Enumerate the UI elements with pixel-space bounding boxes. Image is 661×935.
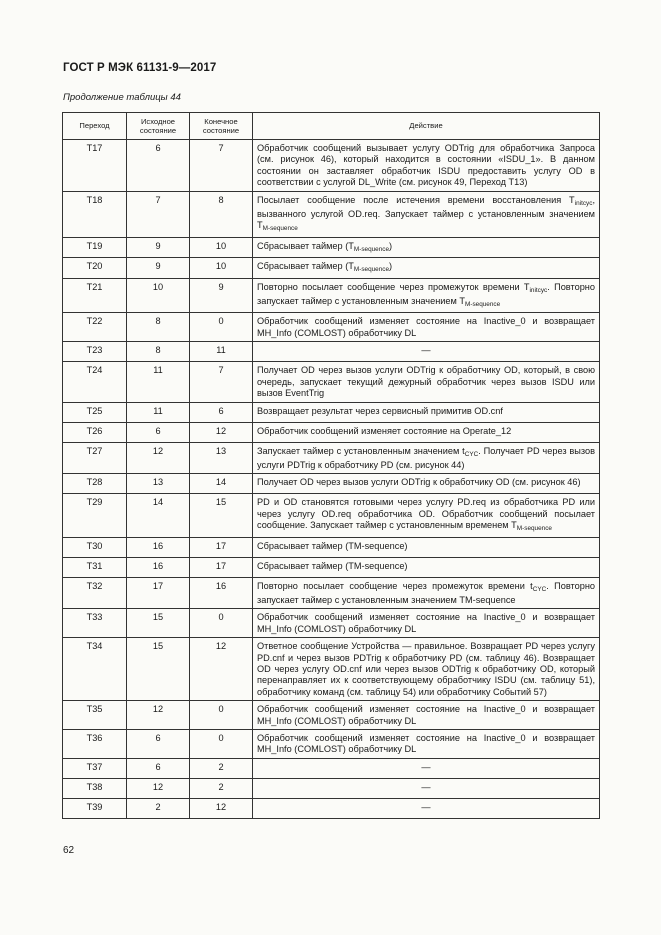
action-text: Сбрасывает таймер (T (257, 261, 354, 272)
source-state-cell: 6 (127, 140, 190, 192)
action-cell (253, 258, 600, 278)
source-state-cell: 14 (127, 494, 190, 537)
action-cell (253, 237, 600, 257)
action-text: ) (389, 261, 393, 272)
column-header-target-state: Конечное состояние (190, 113, 253, 140)
action-cell: Ответное сообщение Устройства — правильное. Возвращает PD через услугу PD.cnf и через вызов PDTrig к обработчику PD (см. таблицу 46). Возвращает OD через услугу OD.cnf или через вызов ODTrig к обработчику OD, который перенаправляет их к соответствующему обработчику ISDU (см. таблицу 51), обработчику команд (см. таблицу 54) или обработчику Событий 57) (253, 638, 600, 701)
source-state-cell: 6 (127, 730, 190, 759)
action-text: Посылает сообщение после истечения времени восстановления T (257, 194, 575, 205)
transition-cell: T29 (63, 494, 127, 537)
transition-cell: T30 (63, 537, 127, 557)
action-cell: Получает OD через вызов услуги ODTrig к обработчику OD, который, в свою очередь, запускает текущий дежурный обработчик через вызов ISDU или вызов EventTrig (253, 362, 600, 402)
target-state-cell: 0 (190, 730, 253, 759)
table-row (63, 362, 600, 402)
column-header-action: Действие (253, 113, 600, 140)
table-row (63, 422, 600, 442)
transition-cell: T39 (63, 798, 127, 818)
action-cell: Получает OD через вызов услуги ODTrig к обработчику OD (см. рисунок 46) (253, 474, 600, 494)
source-state-cell: 15 (127, 609, 190, 638)
target-state-cell: 8 (190, 191, 253, 237)
target-state-cell: 2 (190, 778, 253, 798)
target-state-cell: 9 (190, 278, 253, 313)
column-header-transition: Переход (63, 113, 127, 140)
source-state-cell: 13 (127, 474, 190, 494)
transition-cell: T18 (63, 191, 127, 237)
transition-cell: T36 (63, 730, 127, 759)
table-row (63, 758, 600, 778)
source-state-cell: 10 (127, 278, 190, 313)
target-state-cell: 11 (190, 342, 253, 362)
subscript-text: M-sequence (262, 225, 298, 233)
target-state-cell: 17 (190, 557, 253, 577)
action-text: . Повторно запускает таймер с установленным значением TM-sequence (257, 580, 595, 605)
action-cell: Обработчик сообщений изменяет состояние на Inactive_0 и возвращает MH_Info (COMLOST) обработчику DL (253, 609, 600, 638)
action-cell (253, 577, 600, 609)
target-state-cell: 7 (190, 362, 253, 402)
target-state-cell: 10 (190, 237, 253, 257)
action-cell (253, 191, 600, 237)
document-header: ГОСТ Р МЭК 61131-9—2017 (63, 62, 217, 74)
action-text: Сбрасывает таймер (T (257, 240, 354, 251)
action-text: Запускает таймер с установленным значением t (257, 445, 465, 456)
table-row (63, 402, 600, 422)
table-row (63, 701, 600, 730)
subscript-text: initcyc (574, 199, 593, 207)
transition-cell: T34 (63, 638, 127, 701)
page-number: 62 (63, 845, 75, 856)
table-row (63, 638, 600, 701)
action-cell: — (253, 758, 600, 778)
source-state-cell: 8 (127, 342, 190, 362)
source-state-cell: 16 (127, 557, 190, 577)
source-state-cell: 12 (127, 442, 190, 474)
table-row (63, 494, 600, 537)
table-row (63, 258, 600, 278)
source-state-cell: 12 (127, 778, 190, 798)
transition-cell: T27 (63, 442, 127, 474)
action-text: PD и OD становятся готовыми через услугу PD.req из обработчика PD или через услугу OD.req обработчика OD. Обработчик сообщений посылает сообщение. Запускает таймер с установленным временем T (257, 497, 595, 531)
transition-cell: T26 (63, 422, 127, 442)
action-cell: Обработчик сообщений вызывает услугу ODTrig для обработчика Запроса (см. рисунок 46), который находится в состоянии «ISDU_1». В данном состоянии он заставляет обработчик ISDU предоставить услугу OD в соответствии с услугой DL_Write (см. рисунок 49, Переход T13) (253, 140, 600, 192)
action-cell: Обработчик сообщений изменяет состояние на Inactive_0 и возвращает MH_Info (COMLOST) обработчику DL (253, 730, 600, 759)
source-state-cell: 16 (127, 537, 190, 557)
action-cell: — (253, 342, 600, 362)
transition-cell: T23 (63, 342, 127, 362)
source-state-cell: 9 (127, 237, 190, 257)
target-state-cell: 6 (190, 402, 253, 422)
transition-cell: T35 (63, 701, 127, 730)
target-state-cell: 0 (190, 313, 253, 342)
target-state-cell: 12 (190, 422, 253, 442)
action-cell (253, 494, 600, 537)
transition-cell: T25 (63, 402, 127, 422)
target-state-cell: 0 (190, 609, 253, 638)
column-header-source-state: Исходное состояние (127, 113, 190, 140)
table-row (63, 442, 600, 474)
action-text: Повторно посылает сообщение через промежуток времени t (257, 580, 533, 591)
target-state-cell: 0 (190, 701, 253, 730)
transition-cell: T24 (63, 362, 127, 402)
action-cell: Обработчик сообщений изменяет состояние на Inactive_0 и возвращает MH_Info (COMLOST) обработчику DL (253, 701, 600, 730)
table-row (63, 140, 600, 192)
target-state-cell: 17 (190, 537, 253, 557)
transition-cell: T22 (63, 313, 127, 342)
subscript-text: M-sequence (353, 245, 390, 253)
action-cell: Возвращает результат через сервисный примитив OD.cnf (253, 402, 600, 422)
transition-cell: T28 (63, 474, 127, 494)
action-text: . Получает PD через вызов услуги PDTrig к обработчику PD (см. рисунок 44) (257, 445, 595, 470)
transitions-table (62, 112, 600, 819)
table-row (63, 730, 600, 759)
action-text: . Повторно запускает таймер с установленным значением T (257, 281, 595, 307)
source-state-cell: 15 (127, 638, 190, 701)
transition-cell: T32 (63, 577, 127, 609)
table-header-row (63, 113, 600, 140)
table-row (63, 577, 600, 609)
source-state-cell: 7 (127, 191, 190, 237)
source-state-cell: 2 (127, 798, 190, 818)
subscript-text: CYC (532, 585, 547, 593)
subscript-text: M-sequence (465, 301, 501, 309)
target-state-cell: 14 (190, 474, 253, 494)
target-state-cell: 2 (190, 758, 253, 778)
table-row (63, 557, 600, 577)
table-row (63, 278, 600, 313)
table-row (63, 237, 600, 257)
source-state-cell: 12 (127, 701, 190, 730)
action-cell: Обработчик сообщений изменяет состояние на Operate_12 (253, 422, 600, 442)
action-cell (253, 442, 600, 474)
action-text: ) (389, 240, 393, 251)
action-text: Повторно посылает сообщение через промежуток времени T (257, 281, 530, 292)
action-cell: Сбрасывает таймер (TM-sequence) (253, 557, 600, 577)
source-state-cell: 9 (127, 258, 190, 278)
table-row (63, 474, 600, 494)
table-row (63, 609, 600, 638)
table-row (63, 191, 600, 237)
target-state-cell: 16 (190, 577, 253, 609)
target-state-cell: 10 (190, 258, 253, 278)
table-caption: Продолжение таблицы 44 (63, 92, 181, 103)
action-cell: Сбрасывает таймер (TM-sequence) (253, 537, 600, 557)
source-state-cell: 6 (127, 422, 190, 442)
action-cell: Обработчик сообщений изменяет состояние на Inactive_0 и возвращает MH_Info (COMLOST) обработчику DL (253, 313, 600, 342)
transition-cell: T19 (63, 237, 127, 257)
action-cell: — (253, 798, 600, 818)
target-state-cell: 7 (190, 140, 253, 192)
transition-cell: T37 (63, 758, 127, 778)
target-state-cell: 15 (190, 494, 253, 537)
subscript-text: M-sequence (516, 525, 552, 533)
target-state-cell: 12 (190, 798, 253, 818)
table-row (63, 313, 600, 342)
target-state-cell: 13 (190, 442, 253, 474)
transition-cell: T20 (63, 258, 127, 278)
table-row (63, 342, 600, 362)
transition-cell: T31 (63, 557, 127, 577)
source-state-cell: 17 (127, 577, 190, 609)
transition-cell: T17 (63, 140, 127, 192)
source-state-cell: 11 (127, 402, 190, 422)
action-cell: — (253, 778, 600, 798)
table-row (63, 537, 600, 557)
action-cell (253, 278, 600, 313)
transition-cell: T38 (63, 778, 127, 798)
table-row (63, 778, 600, 798)
subscript-text: CYC (464, 450, 479, 458)
source-state-cell: 6 (127, 758, 190, 778)
transition-cell: T21 (63, 278, 127, 313)
target-state-cell: 12 (190, 638, 253, 701)
table-row (63, 798, 600, 818)
transition-cell: T33 (63, 609, 127, 638)
source-state-cell: 8 (127, 313, 190, 342)
subscript-text: M-sequence (353, 266, 390, 274)
action-text: , вызванного услугой OD.req. Запускает таймер с установленным значением T (257, 194, 595, 231)
subscript-text: initcyc (529, 286, 548, 294)
source-state-cell: 11 (127, 362, 190, 402)
